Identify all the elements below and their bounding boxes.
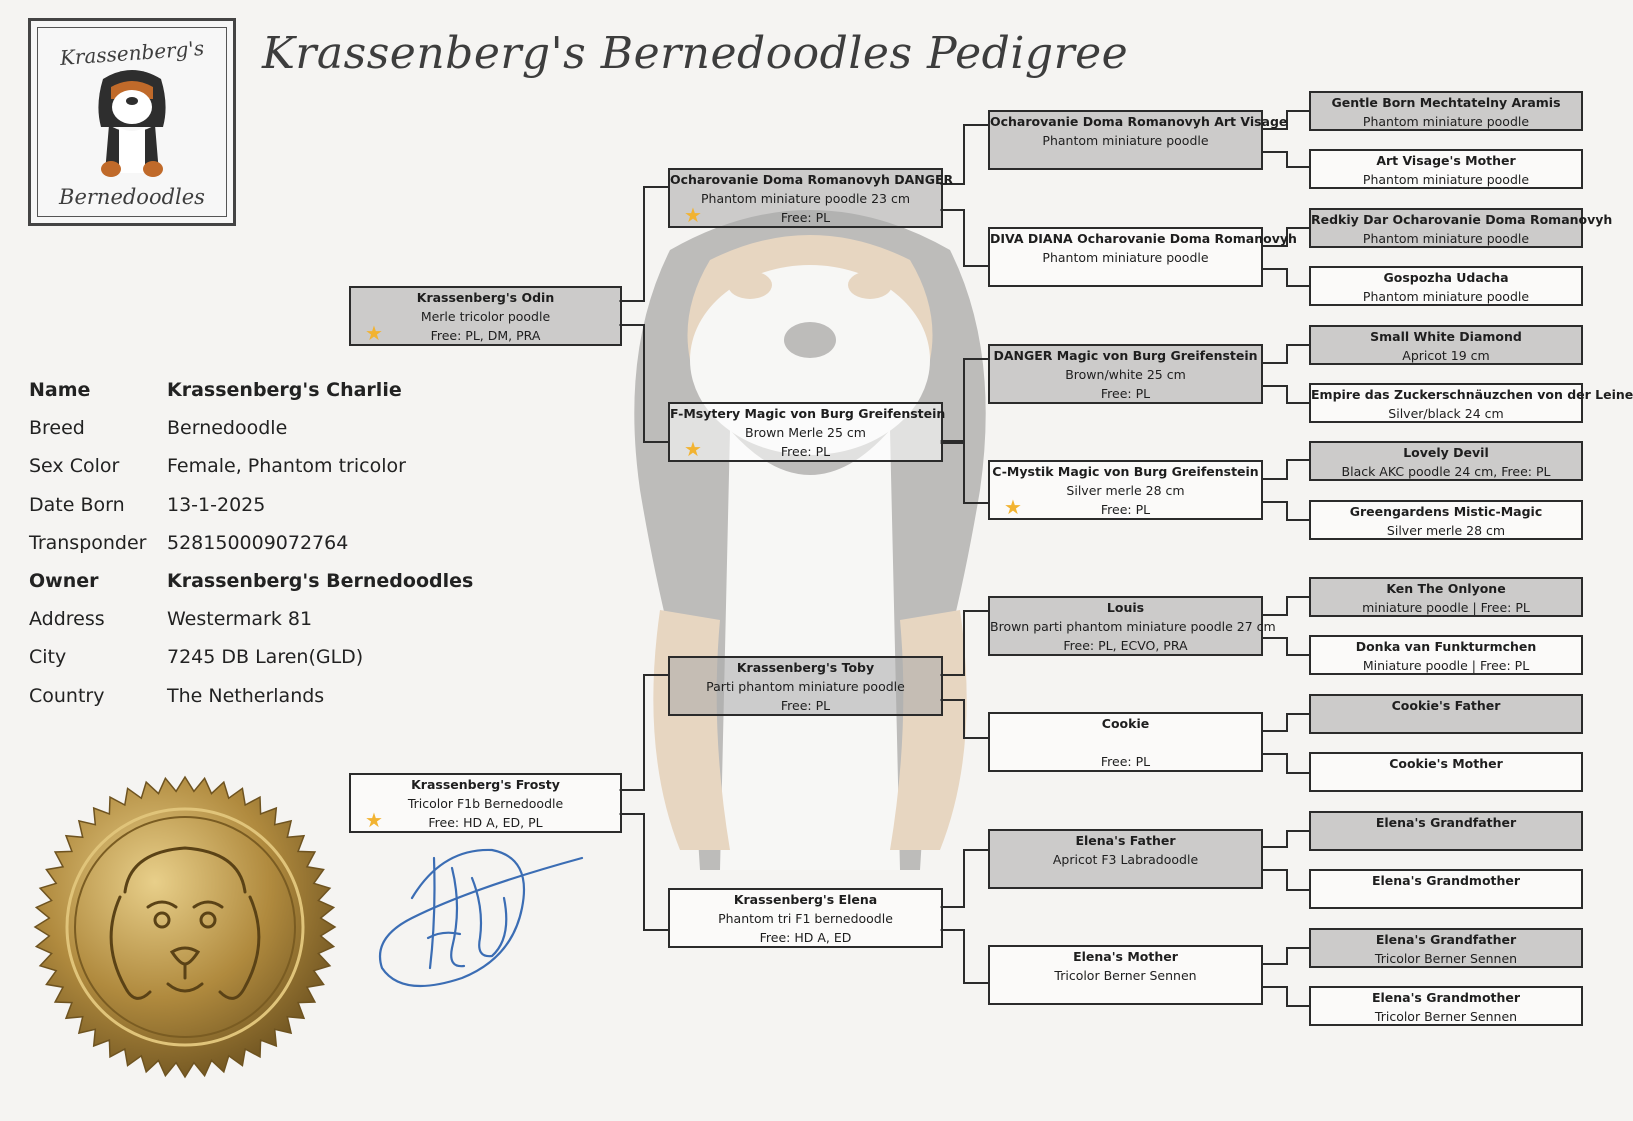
dog-name: Krassenberg's Odin <box>416 290 555 305</box>
gold-seal-icon <box>30 772 340 1082</box>
dog-health: Free: PL <box>1100 386 1151 401</box>
dog-box-great-great-grandparent <box>1309 208 1613 248</box>
dog-box-great-great-grandparent <box>1309 91 1583 131</box>
info-address-label: Address <box>29 608 105 630</box>
dog-box-great-great-grandparent <box>1309 635 1583 675</box>
dog-health: Free: PL, DM, PRA <box>430 328 541 343</box>
dog-name: Elena's Grandfather <box>1375 815 1517 830</box>
dog-description: Silver merle 28 cm <box>1066 483 1185 498</box>
info-breed-label: Breed <box>29 417 85 439</box>
dog-description: Merle tricolor poodle <box>420 309 551 324</box>
dog-name: Elena's Grandmother <box>1371 873 1521 888</box>
dog-box-great-grandparent <box>988 829 1263 889</box>
dog-health: Free: HD A, ED, PL <box>428 815 543 830</box>
dog-box-great-great-grandparent <box>1309 325 1583 365</box>
dog-name: Cookie's Mother <box>1389 756 1503 771</box>
dog-box-great-great-grandparent <box>1309 694 1583 734</box>
dog-box-great-grandparent <box>988 596 1276 656</box>
dog-name: Krassenberg's Frosty <box>411 777 560 792</box>
dog-box-great-great-grandparent <box>1309 500 1583 540</box>
dog-box-great-grandparent <box>988 460 1263 520</box>
dog-box-great-grandparent <box>988 344 1263 404</box>
dog-box-great-great-grandparent <box>1309 869 1583 909</box>
dog-health: Free: PL <box>1100 754 1151 769</box>
dog-name: Gentle Born Mechtatelny Aramis <box>1331 95 1561 110</box>
dog-description: Phantom miniature poodle <box>1362 289 1530 304</box>
dog-description: Parti phantom miniature poodle <box>706 679 905 694</box>
info-sex-color-label: Sex Color <box>29 455 120 477</box>
dog-description: Phantom miniature poodle <box>1042 250 1209 265</box>
dog-health: Free: PL <box>780 210 831 225</box>
dog-description: Tricolor Berner Sennen <box>1374 1009 1518 1024</box>
info-address-value: Westermark 81 <box>167 608 313 630</box>
star-icon: ★ <box>684 437 702 461</box>
dog-name: Louis <box>1106 600 1145 615</box>
dog-description: Tricolor Berner Sennen <box>1054 968 1197 983</box>
dog-box-grandparent <box>668 402 946 462</box>
info-name-label: Name <box>29 379 91 401</box>
dog-name: Elena's Father <box>1075 833 1176 848</box>
info-sex-color-value: Female, Phantom tricolor <box>167 455 406 477</box>
dog-box-great-great-grandparent <box>1309 149 1583 189</box>
dog-name: F-Msytery Magic von Burg Greifenstein <box>670 406 946 421</box>
dog-name: Cookie <box>1101 716 1150 731</box>
info-date-born-label: Date Born <box>29 494 125 516</box>
dog-name: Small White Diamond <box>1370 329 1522 344</box>
dog-name: Krassenberg's Elena <box>733 892 878 907</box>
info-owner-value: Krassenberg's Bernedoodles <box>167 570 474 592</box>
dog-box-great-grandparent <box>988 227 1297 287</box>
dog-description: Phantom miniature poodle <box>1362 172 1530 187</box>
dog-box-great-great-grandparent <box>1309 811 1583 851</box>
dog-name: Donka van Funkturmchen <box>1355 639 1537 654</box>
dog-box-great-great-grandparent <box>1309 266 1583 306</box>
dog-box-sire <box>349 286 622 346</box>
dog-description: Black AKC poodle 24 cm, Free: PL <box>1341 464 1551 479</box>
dog-description: Miniature poodle | Free: PL <box>1362 658 1530 673</box>
info-city-label: City <box>29 646 67 668</box>
dog-description: Tricolor F1b Bernedoodle <box>407 796 564 811</box>
dog-name: Ocharovanie Doma Romanovyh Art Visage <box>990 114 1288 129</box>
dog-box-great-great-grandparent <box>1309 986 1583 1026</box>
dog-box-great-great-grandparent <box>1309 928 1583 968</box>
dog-box-grandparent <box>668 656 943 716</box>
info-transponder-label: Transponder <box>29 532 147 554</box>
dog-description: Silver merle 28 cm <box>1386 523 1506 538</box>
dog-health: Free: PL <box>1100 502 1151 517</box>
dog-description <box>990 733 1261 752</box>
info-country-value: The Netherlands <box>167 685 325 707</box>
dog-name: Elena's Grandfather <box>1375 932 1517 947</box>
dog-name: Ken The Onlyone <box>1386 581 1506 596</box>
dog-description: Phantom miniature poodle 23 cm <box>700 191 911 206</box>
star-icon: ★ <box>365 808 383 832</box>
dog-box-grandparent <box>668 888 943 948</box>
dog-description: Phantom tri F1 bernedoodle <box>718 911 893 926</box>
dog-health: Free: PL <box>780 698 831 713</box>
info-name-value: Krassenberg's Charlie <box>167 379 402 401</box>
dog-name: Greengardens Mistic-Magic <box>1349 504 1543 519</box>
dog-description: Phantom miniature poodle <box>1362 114 1530 129</box>
dog-description: Phantom miniature poodle <box>1362 231 1530 246</box>
dog-description: Brown/white 25 cm <box>1065 367 1186 382</box>
dog-name: Cookie's Father <box>1391 698 1501 713</box>
star-icon: ★ <box>684 203 702 227</box>
dog-box-great-grandparent <box>988 110 1288 170</box>
dog-box-grandparent <box>668 168 954 228</box>
dog-box-dam <box>349 773 622 833</box>
dog-health: Free: PL, ECVO, PRA <box>1063 638 1188 653</box>
dog-name: Ocharovanie Doma Romanovyh DANGER <box>670 172 954 187</box>
logo-top-word: Krassenberg's <box>59 35 205 71</box>
dog-name: DANGER Magic von Burg Greifenstein <box>993 348 1258 363</box>
dog-name: Empire das Zuckerschnäuzchen von der Leine <box>1311 387 1633 402</box>
dog-name: DIVA DIANA Ocharovanie Doma Romanovyh <box>990 231 1297 246</box>
info-country-label: Country <box>29 685 105 707</box>
dog-description: Phantom miniature poodle <box>1042 133 1209 148</box>
info-owner-label: Owner <box>29 570 99 592</box>
dog-name: Elena's Grandmother <box>1371 990 1521 1005</box>
page-title: Krassenberg's Bernedoodles Pedigree <box>262 28 1129 79</box>
dog-box-great-grandparent <box>988 945 1263 1005</box>
info-city-value: 7245 DB Laren(GLD) <box>167 646 364 668</box>
dog-box-great-great-grandparent <box>1309 383 1633 423</box>
star-icon: ★ <box>1004 495 1022 519</box>
dog-box-great-great-grandparent <box>1309 577 1583 617</box>
dog-name: Elena's Mother <box>1073 949 1178 964</box>
dog-box-great-great-grandparent <box>1309 752 1583 792</box>
dog-description: miniature poodle | Free: PL <box>1362 600 1530 615</box>
dog-name: C-Mystik Magic von Burg Greifenstein <box>992 464 1259 479</box>
dog-name: Redkiy Dar Ocharovanie Doma Romanovyh <box>1311 212 1613 227</box>
dog-name: Art Visage's Mother <box>1376 153 1516 168</box>
dog-description: Apricot 19 cm <box>1402 348 1490 363</box>
dog-box-great-great-grandparent <box>1309 441 1583 481</box>
dog-description: Tricolor Berner Sennen <box>1374 951 1518 966</box>
info-transponder-value: 528150009072764 <box>167 532 349 554</box>
dog-name: Gospozha Udacha <box>1383 270 1509 285</box>
star-icon: ★ <box>365 321 383 345</box>
dog-health: Free: PL <box>780 444 831 459</box>
info-breed-value: Bernedoodle <box>167 417 288 439</box>
logo-bottom-word: Bernedoodles <box>59 185 205 209</box>
dog-name: Krassenberg's Toby <box>736 660 875 675</box>
dog-description: Apricot F3 Labradoodle <box>1052 852 1199 867</box>
dog-description: Brown Merle 25 cm <box>745 425 866 440</box>
dog-description: Silver/black 24 cm <box>1388 406 1504 421</box>
dog-description: Brown parti phantom miniature poodle 27 cm <box>990 619 1276 634</box>
info-date-born-value: 13-1-2025 <box>167 494 266 516</box>
dog-box-great-grandparent <box>988 712 1263 772</box>
signature-icon <box>372 838 592 998</box>
dog-health: Free: HD A, ED <box>759 930 852 945</box>
dog-name: Lovely Devil <box>1403 445 1489 460</box>
